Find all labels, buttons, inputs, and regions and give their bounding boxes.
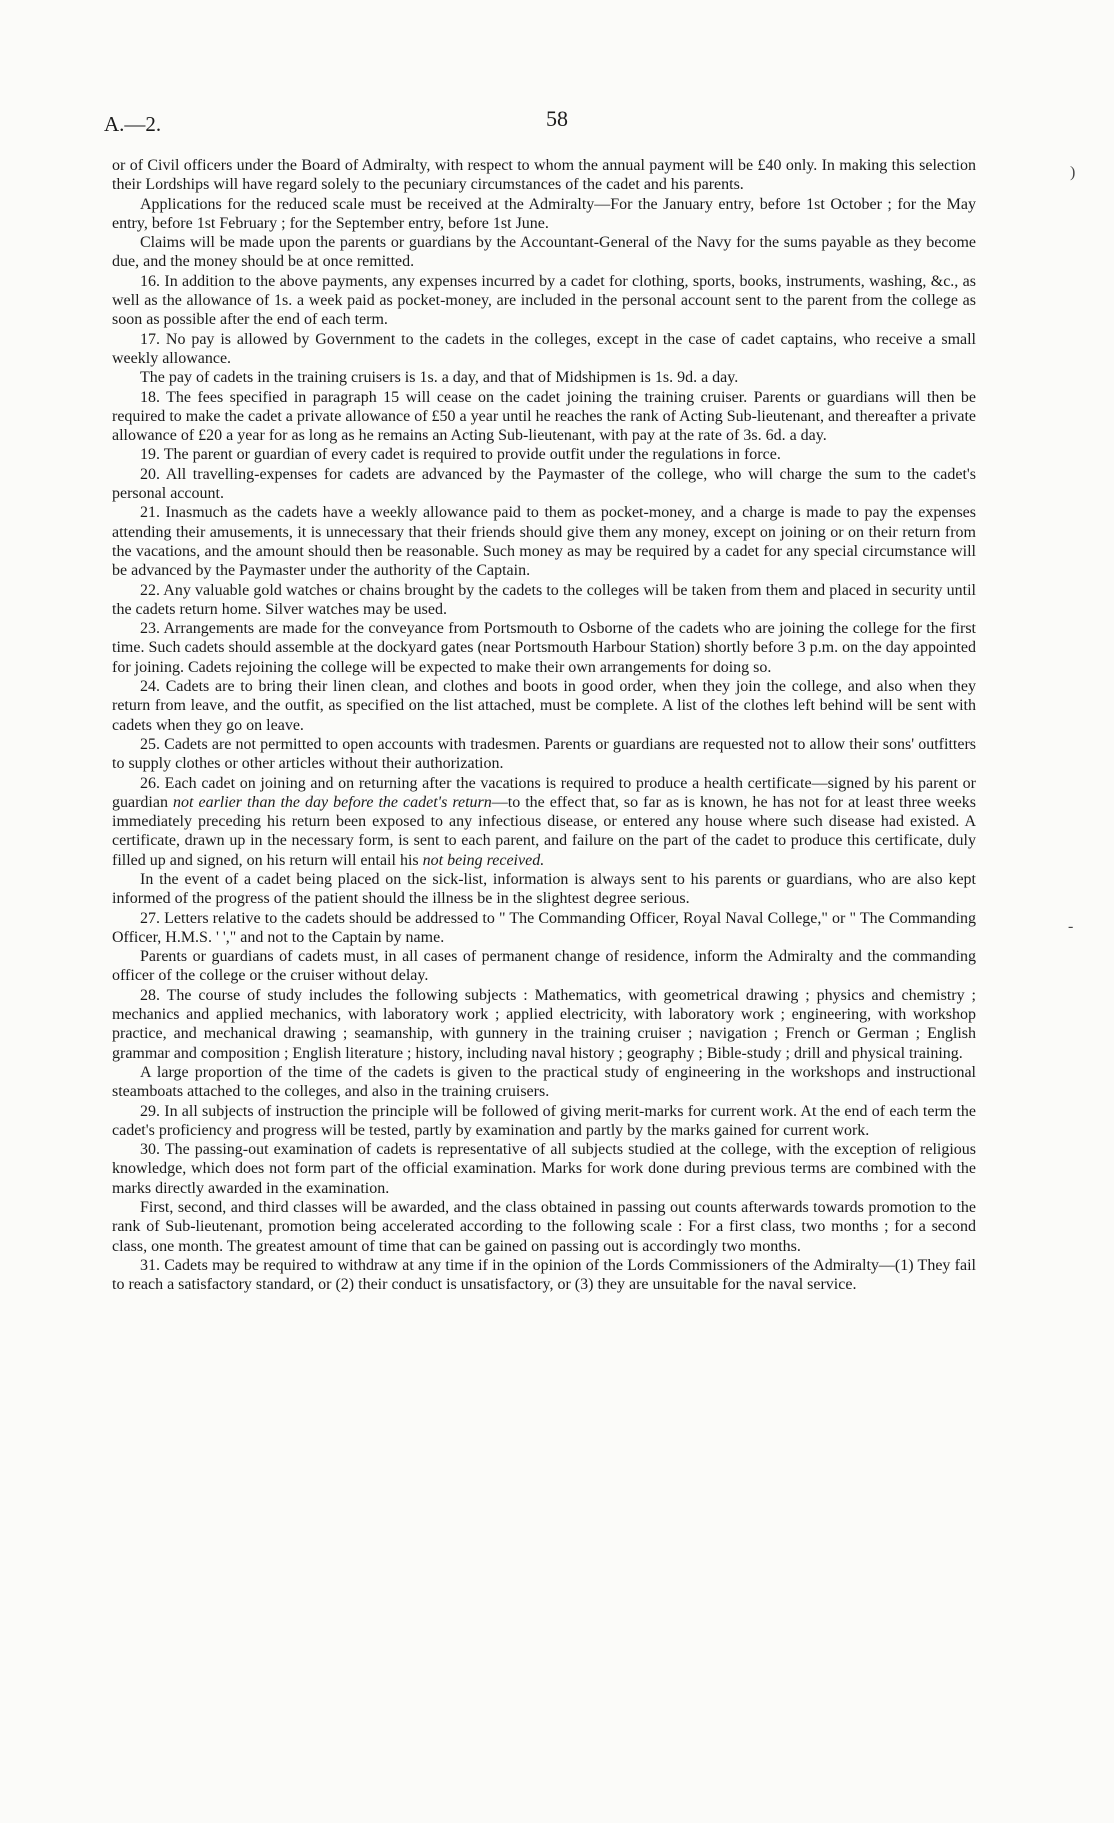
paragraph: 27. Letters relative to the cadets should be addressed to " The Commanding Officer, Royal Naval College," or " The Commanding Officer, H.M.S. ' '," and not to the Captain by name. xyxy=(112,909,976,946)
paragraph-text: 26. Each cadet on joining and on returning after the vacations is required to produce a health certificate—signed by his parent or guardian xyxy=(112,774,976,811)
paragraph: 31. Cadets may be required to withdraw at any time if in the opinion of the Lords Commissioners of the Admiralty—(1) They fail to reach a satisfactory standard, or (2) their conduct is unsatisfactory, or (3) they are unsuitable for the naval service. xyxy=(112,1256,976,1294)
paragraph: Parents or guardians of cadets must, in all cases of permanent change of residence, inform the Admiralty and the commanding officer of the college or the cruiser without delay. xyxy=(112,948,976,985)
paragraph: 20. All travelling-expenses for cadets are advanced by the Paymaster of the college, who will charge the sum to the cadet's personal account. xyxy=(112,465,976,503)
paragraph: 19. The parent or guardian of every cadet is required to provide outfit under the regulations in force. xyxy=(140,446,781,464)
page-number: 58 xyxy=(546,106,568,131)
page-header xyxy=(0,106,1114,140)
italic-text: not earlier than the day before the cadet's return xyxy=(173,793,492,811)
paragraph: A large proportion of the time of the cadets is given to the practical study of engineering in the workshops and instructional steamboats attached to the colleges, and also in the training cruisers. xyxy=(112,1063,976,1101)
margin-mark: - xyxy=(1068,918,1074,935)
paragraph: 23. Arrangements are made for the conveyance from Portsmouth to Osborne of the cadets who are joining the college for the first time. Such cadets should assemble at the dockyard gates (near Portsmouth Harbour Station) shortly before 3 p.m. on the day appointed for joining. Cadets rejoining the college will be expected to make their own arrangements for doing so. xyxy=(112,620,976,676)
paragraph: 28. The course of study includes the following subjects : Mathematics, with geometrical drawing ; physics and chemistry ; mechanics and applied mechanics, with laboratory work ; applied electricity, with laboratory work ; engineering, with workshop practice, and mechanical drawing ; seamanship, with gunnery in the training cruiser ; navigation ; French or German ; English grammar and composition ; English literature ; history, including naval history ; geography ; Bible-study ; drill and physical training. xyxy=(112,986,976,1062)
paragraph xyxy=(112,774,976,870)
italic-text: not being received. xyxy=(422,851,545,869)
paragraph: Applications for the reduced scale must be received at the Admiralty—For the January entry, before 1st October ; for the May entry, before 1st February ; for the September entry, before 1st June. xyxy=(112,195,976,232)
paragraph: 16. In addition to the above payments, any expenses incurred by a cadet for clothing, sports, books, instruments, washing, &c., as well as the allowance of 1s. a week paid as pocket-money, are included in the personal account sent to the parent from the college as soon as possible after the end of each term. xyxy=(112,272,976,329)
paragraph: 24. Cadets are to bring their linen clean, and clothes and boots in good order, when they join the college, and also when they return from leave, and the outfit, as specified on the list attached, must be complete. A list of the clothes left behind will be sent with cadets when they go on leave. xyxy=(112,678,976,734)
paragraph: The pay of cadets in the training cruisers is 1s. a day, and that of Midshipmen is 1s. 9d. a day. xyxy=(140,369,739,387)
paragraph: 17. No pay is allowed by Government to the cadets in the colleges, except in the case of cadet captains, who receive a small weekly allowance. xyxy=(112,330,976,367)
paragraph: 30. The passing-out examination of cadets is representative of all subjects studied at the college, with the exception of religious knowledge, which does not form part of the official examination. Marks for work done during previous terms are combined with the marks directly awarded in the examination. xyxy=(112,1141,976,1197)
paragraph: 29. In all subjects of instruction the principle will be followed of giving merit-marks for current work. At the end of each term the cadet's proficiency and progress will be tested, partly by examination and partly by the marks gained for current work. xyxy=(112,1102,976,1139)
paragraph: or of Civil officers under the Board of Admiralty, with respect to whom the annual payment will be £40 only. In making this selection their Lordships will have regard solely to the pecuniary circumstances of the cadet and his parents. xyxy=(112,157,976,194)
paragraph: 22. Any valuable gold watches or chains brought by the cadets to the colleges will be taken from them and placed in security until the cadets return home. Silver watches may be used. xyxy=(112,581,976,618)
paragraph-text: —to the effect that, so far as is known, he has not for at least three weeks immediately preceding his return been exposed to any infectious disease, or entered any house where such disease had existed. A certificate, drawn up in the necessary form, is sent to each parent, and failure on the part of the cadet to produce this certificate, duly filled up and signed, on his return will entail his xyxy=(112,793,976,869)
paragraph: 18. The fees specified in paragraph 15 will cease on the cadet joining the training cruiser. Parents or guardians will then be required to make the cadet a private allowance of £50 a year until he reaches the rank of Acting Sub-lieutenant, and thereafter a private allowance of £20 a year for as long as he remains an Acting Sub-lieutenant, with pay at the rate of 3s. 6d. a day. xyxy=(112,388,976,445)
paragraph: Claims will be made upon the parents or guardians by the Accountant-General of the Navy for the sums payable as they become due, and the money should be at once remitted. xyxy=(112,234,976,271)
paragraph: In the event of a cadet being placed on the sick-list, information is always sent to his parents or guardians, who are also kept informed of the progress of the patient should the illness be in the slightest degree serious. xyxy=(112,870,976,908)
paragraph: 21. Inasmuch as the cadets have a weekly allowance paid to them as pocket-money, and a charge is made to pay the expenses attending their amusements, it is unnecessary that their friends should give them any money, except on joining or on their return from the vacations, and the amount should then be reasonable. Such money as may be required by a cadet for any special circumstance will be advanced by the Paymaster under the authority of the Captain. xyxy=(112,504,976,580)
document-body xyxy=(112,156,976,1295)
document-reference: A.—2. xyxy=(104,112,162,136)
paragraph: First, second, and third classes will be awarded, and the class obtained in passing out counts afterwards towards promotion to the rank of Sub-lieutenant, promotion being accelerated according to the following scale : For a first class, two months ; for a second class, one month. The greatest amount of time that can be gained on passing out is accordingly two months. xyxy=(112,1199,976,1255)
paragraph: 25. Cadets are not permitted to open accounts with tradesmen. Parents or guardians are requested not to allow their sons' outfitters to supply clothes or other articles without their authorization. xyxy=(112,735,976,773)
margin-mark: ) xyxy=(1070,164,1076,181)
